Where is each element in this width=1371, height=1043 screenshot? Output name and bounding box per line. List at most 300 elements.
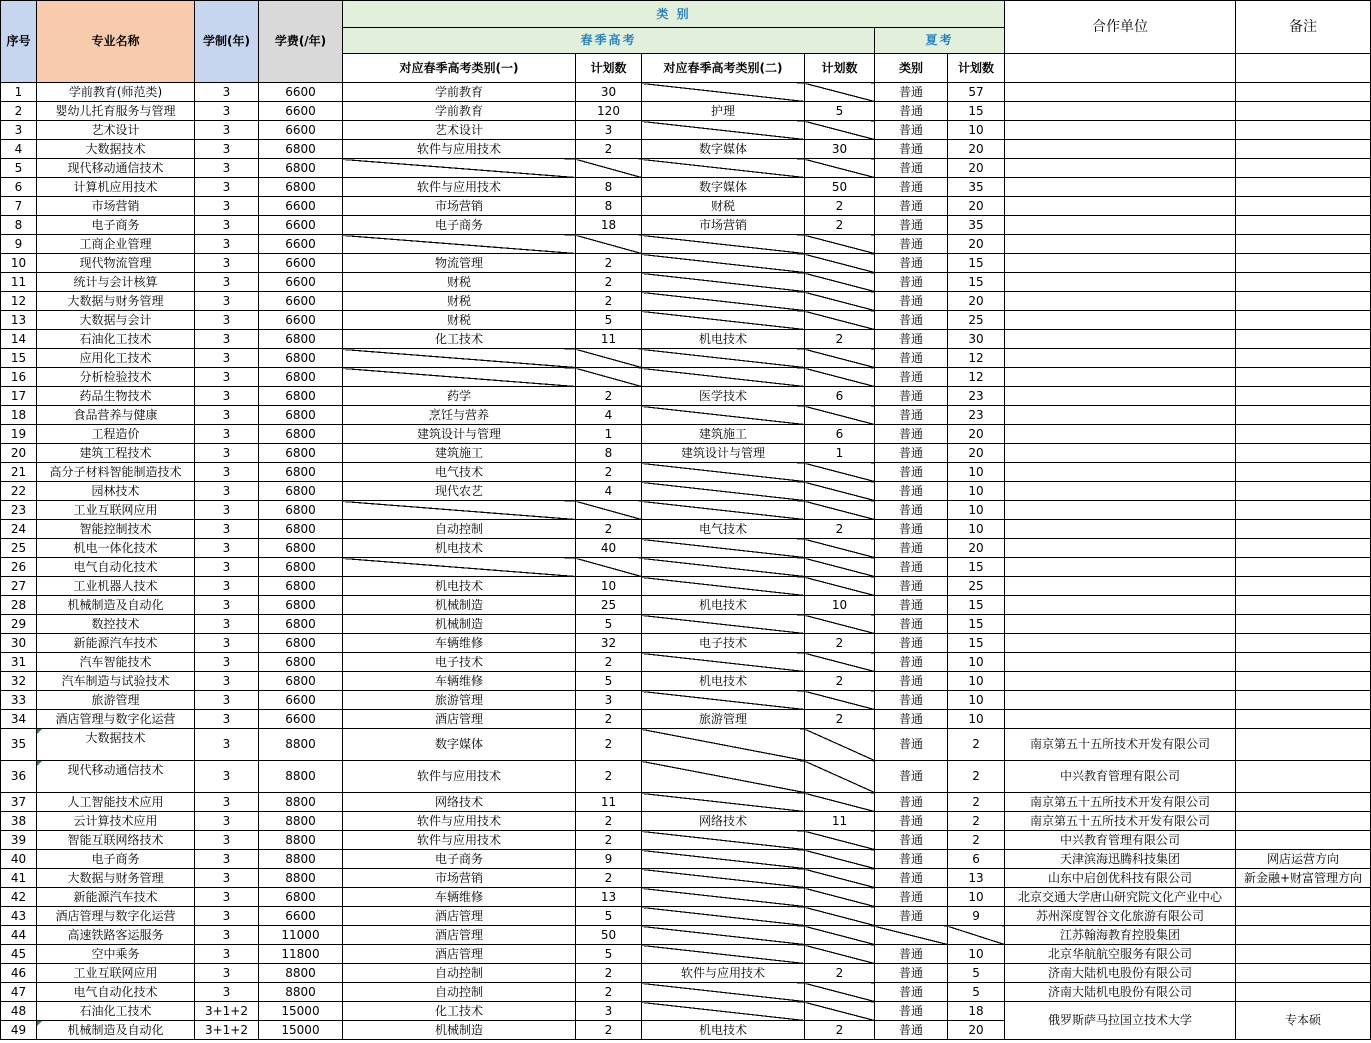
- cell-plan1[interactable]: 2: [576, 983, 642, 1002]
- cell-summer-plan[interactable]: 12: [948, 349, 1005, 368]
- cell-plan2[interactable]: [805, 273, 875, 292]
- cell-plan1[interactable]: 9: [576, 850, 642, 869]
- cell-fee[interactable]: 6600: [259, 691, 343, 710]
- cell-fee[interactable]: 6600: [259, 292, 343, 311]
- cell-summer-plan[interactable]: 10: [948, 482, 1005, 501]
- cell-summer-type[interactable]: 普通: [875, 539, 948, 558]
- cell-plan2[interactable]: 2: [805, 1021, 875, 1040]
- cell-fee[interactable]: 6600: [259, 235, 343, 254]
- cell-spring-type2[interactable]: [642, 463, 805, 482]
- cell-remark[interactable]: [1236, 812, 1371, 831]
- cell-spring-type1[interactable]: 数字媒体: [343, 729, 576, 761]
- cell-spring-type1[interactable]: 艺术设计: [343, 121, 576, 140]
- cell-plan1[interactable]: 2: [576, 520, 642, 539]
- cell-plan1[interactable]: [576, 159, 642, 178]
- cell-spring-type2[interactable]: [642, 888, 805, 907]
- cell-partner[interactable]: 江苏翰海教育控股集团: [1005, 926, 1236, 945]
- cell-fee[interactable]: 11800: [259, 945, 343, 964]
- cell-seq[interactable]: 32: [1, 672, 37, 691]
- cell-partner[interactable]: [1005, 254, 1236, 273]
- cell-summer-type[interactable]: 普通: [875, 520, 948, 539]
- cell-years[interactable]: 3: [195, 945, 259, 964]
- cell-fee[interactable]: 6600: [259, 710, 343, 729]
- cell-partner[interactable]: 北京华航航空服务有限公司: [1005, 945, 1236, 964]
- cell-partner[interactable]: [1005, 501, 1236, 520]
- cell-plan2[interactable]: [805, 482, 875, 501]
- cell-plan2[interactable]: 2: [805, 710, 875, 729]
- cell-partner[interactable]: [1005, 102, 1236, 121]
- cell-plan2[interactable]: [805, 292, 875, 311]
- header-plan2[interactable]: 计划数: [805, 54, 875, 83]
- cell-major[interactable]: 现代物流管理: [37, 254, 195, 273]
- cell-spring-type2[interactable]: [642, 121, 805, 140]
- header-spring-type1[interactable]: 对应春季高考类别(一): [343, 54, 576, 83]
- cell-spring-type1[interactable]: 软件与应用技术: [343, 178, 576, 197]
- cell-spring-type1[interactable]: 学前教育: [343, 102, 576, 121]
- cell-years[interactable]: 3: [195, 273, 259, 292]
- cell-spring-type1[interactable]: [343, 558, 576, 577]
- cell-fee[interactable]: 6600: [259, 83, 343, 102]
- cell-seq[interactable]: 12: [1, 292, 37, 311]
- cell-years[interactable]: 3: [195, 254, 259, 273]
- cell-major[interactable]: 大数据技术: [37, 729, 195, 761]
- cell-fee[interactable]: 6800: [259, 653, 343, 672]
- cell-fee[interactable]: 6600: [259, 197, 343, 216]
- cell-seq[interactable]: 36: [1, 761, 37, 793]
- cell-summer-plan[interactable]: 10: [948, 463, 1005, 482]
- cell-plan1[interactable]: 5: [576, 945, 642, 964]
- cell-plan2[interactable]: 2: [805, 520, 875, 539]
- cell-summer-plan[interactable]: 5: [948, 964, 1005, 983]
- cell-summer-plan[interactable]: 15: [948, 102, 1005, 121]
- cell-remark[interactable]: 网店运营方向: [1236, 850, 1371, 869]
- cell-plan1[interactable]: 32: [576, 634, 642, 653]
- cell-summer-type[interactable]: 普通: [875, 387, 948, 406]
- header-plan1[interactable]: 计划数: [576, 54, 642, 83]
- cell-spring-type2[interactable]: 机电技术: [642, 330, 805, 349]
- cell-spring-type2[interactable]: [642, 729, 805, 761]
- cell-years[interactable]: 3: [195, 292, 259, 311]
- cell-remark[interactable]: [1236, 159, 1371, 178]
- cell-major[interactable]: 大数据技术: [37, 140, 195, 159]
- cell-spring-type1[interactable]: 酒店管理: [343, 945, 576, 964]
- cell-spring-type1[interactable]: 物流管理: [343, 254, 576, 273]
- cell-summer-type[interactable]: 普通: [875, 729, 948, 761]
- cell-spring-type1[interactable]: 酒店管理: [343, 926, 576, 945]
- cell-plan1[interactable]: 8: [576, 444, 642, 463]
- cell-remark[interactable]: [1236, 710, 1371, 729]
- cell-seq[interactable]: 38: [1, 812, 37, 831]
- cell-plan2[interactable]: [805, 850, 875, 869]
- cell-major[interactable]: 机械制造及自动化: [37, 1021, 195, 1040]
- cell-remark[interactable]: [1236, 729, 1371, 761]
- cell-major[interactable]: 计算机应用技术: [37, 178, 195, 197]
- cell-spring-type2[interactable]: [642, 926, 805, 945]
- cell-plan2[interactable]: [805, 463, 875, 482]
- cell-remark[interactable]: [1236, 831, 1371, 850]
- cell-seq[interactable]: 4: [1, 140, 37, 159]
- cell-years[interactable]: 3: [195, 178, 259, 197]
- cell-remark[interactable]: [1236, 964, 1371, 983]
- cell-summer-plan[interactable]: 6: [948, 850, 1005, 869]
- cell-partner[interactable]: [1005, 406, 1236, 425]
- cell-major[interactable]: 应用化工技术: [37, 349, 195, 368]
- cell-years[interactable]: 3: [195, 520, 259, 539]
- cell-remark[interactable]: [1236, 888, 1371, 907]
- cell-partner[interactable]: 中兴教育管理有限公司: [1005, 831, 1236, 850]
- cell-summer-plan[interactable]: 20: [948, 140, 1005, 159]
- cell-spring-type1[interactable]: 市场营销: [343, 197, 576, 216]
- cell-seq[interactable]: 33: [1, 691, 37, 710]
- cell-fee[interactable]: 6800: [259, 596, 343, 615]
- cell-seq[interactable]: 8: [1, 216, 37, 235]
- cell-fee[interactable]: 6600: [259, 907, 343, 926]
- cell-spring-type2[interactable]: [642, 406, 805, 425]
- cell-partner[interactable]: [1005, 425, 1236, 444]
- cell-major[interactable]: 新能源汽车技术: [37, 888, 195, 907]
- cell-partner[interactable]: [1005, 482, 1236, 501]
- cell-summer-type[interactable]: 普通: [875, 945, 948, 964]
- cell-spring-type2[interactable]: [642, 577, 805, 596]
- cell-summer-plan[interactable]: 18: [948, 1002, 1005, 1021]
- cell-years[interactable]: 3: [195, 444, 259, 463]
- header-summer-type[interactable]: 类别: [875, 54, 948, 83]
- cell-years[interactable]: 3: [195, 463, 259, 482]
- cell-remark[interactable]: [1236, 596, 1371, 615]
- cell-plan2[interactable]: [805, 945, 875, 964]
- cell-spring-type1[interactable]: 电子商务: [343, 850, 576, 869]
- cell-fee[interactable]: 6600: [259, 254, 343, 273]
- cell-plan1[interactable]: 25: [576, 596, 642, 615]
- cell-plan1[interactable]: 3: [576, 121, 642, 140]
- cell-fee[interactable]: 6800: [259, 482, 343, 501]
- cell-seq[interactable]: 20: [1, 444, 37, 463]
- cell-remark[interactable]: [1236, 140, 1371, 159]
- cell-fee[interactable]: 15000: [259, 1021, 343, 1040]
- cell-years[interactable]: 3: [195, 888, 259, 907]
- cell-plan1[interactable]: 11: [576, 330, 642, 349]
- cell-years[interactable]: 3: [195, 831, 259, 850]
- cell-partner[interactable]: [1005, 634, 1236, 653]
- cell-summer-plan[interactable]: 10: [948, 691, 1005, 710]
- header-seq[interactable]: 序号: [1, 1, 37, 83]
- cell-plan1[interactable]: 50: [576, 926, 642, 945]
- cell-partner[interactable]: [1005, 235, 1236, 254]
- cell-remark[interactable]: [1236, 501, 1371, 520]
- cell-spring-type2[interactable]: 旅游管理: [642, 710, 805, 729]
- cell-partner[interactable]: [1005, 463, 1236, 482]
- cell-spring-type1[interactable]: 机械制造: [343, 596, 576, 615]
- cell-plan1[interactable]: 1: [576, 425, 642, 444]
- cell-plan2[interactable]: 11: [805, 812, 875, 831]
- cell-remark[interactable]: [1236, 273, 1371, 292]
- header-partner[interactable]: 合作单位: [1005, 1, 1236, 54]
- cell-years[interactable]: 3: [195, 577, 259, 596]
- cell-years[interactable]: 3: [195, 121, 259, 140]
- cell-summer-type[interactable]: 普通: [875, 216, 948, 235]
- cell-summer-plan[interactable]: 15: [948, 634, 1005, 653]
- cell-plan2[interactable]: [805, 831, 875, 850]
- cell-partner[interactable]: [1005, 311, 1236, 330]
- cell-summer-type[interactable]: 普通: [875, 1002, 948, 1021]
- cell-seq[interactable]: 13: [1, 311, 37, 330]
- cell-seq[interactable]: 46: [1, 964, 37, 983]
- cell-partner[interactable]: [1005, 691, 1236, 710]
- cell-summer-plan[interactable]: 10: [948, 520, 1005, 539]
- cell-plan1[interactable]: 8: [576, 178, 642, 197]
- cell-seq[interactable]: 10: [1, 254, 37, 273]
- cell-plan2[interactable]: [805, 254, 875, 273]
- cell-fee[interactable]: 6800: [259, 406, 343, 425]
- cell-major[interactable]: 电气自动化技术: [37, 558, 195, 577]
- cell-seq[interactable]: 11: [1, 273, 37, 292]
- cell-seq[interactable]: 17: [1, 387, 37, 406]
- cell-plan2[interactable]: [805, 793, 875, 812]
- cell-spring-type1[interactable]: 化工技术: [343, 330, 576, 349]
- cell-seq[interactable]: 37: [1, 793, 37, 812]
- cell-years[interactable]: 3: [195, 615, 259, 634]
- cell-remark[interactable]: [1236, 539, 1371, 558]
- cell-summer-plan[interactable]: 9: [948, 907, 1005, 926]
- cell-years[interactable]: 3: [195, 558, 259, 577]
- cell-fee[interactable]: 6800: [259, 520, 343, 539]
- cell-seq[interactable]: 9: [1, 235, 37, 254]
- cell-remark[interactable]: [1236, 577, 1371, 596]
- cell-major[interactable]: 食品营养与健康: [37, 406, 195, 425]
- cell-spring-type1[interactable]: 财税: [343, 311, 576, 330]
- cell-summer-type[interactable]: 普通: [875, 710, 948, 729]
- cell-plan2[interactable]: [805, 159, 875, 178]
- cell-fee[interactable]: 8800: [259, 964, 343, 983]
- cell-years[interactable]: 3: [195, 387, 259, 406]
- cell-years[interactable]: 3: [195, 349, 259, 368]
- cell-remark[interactable]: [1236, 387, 1371, 406]
- cell-remark[interactable]: [1236, 292, 1371, 311]
- cell-spring-type1[interactable]: 财税: [343, 292, 576, 311]
- cell-major[interactable]: 工程造价: [37, 425, 195, 444]
- cell-plan1[interactable]: 18: [576, 216, 642, 235]
- cell-remark[interactable]: [1236, 425, 1371, 444]
- cell-summer-plan[interactable]: 20: [948, 159, 1005, 178]
- cell-spring-type2[interactable]: 市场营销: [642, 216, 805, 235]
- cell-major[interactable]: 工商企业管理: [37, 235, 195, 254]
- cell-major[interactable]: 大数据与财务管理: [37, 869, 195, 888]
- cell-summer-plan[interactable]: 15: [948, 615, 1005, 634]
- cell-summer-plan[interactable]: 13: [948, 869, 1005, 888]
- cell-major[interactable]: 酒店管理与数字化运营: [37, 907, 195, 926]
- cell-seq[interactable]: 1: [1, 83, 37, 102]
- cell-spring-type2[interactable]: [642, 691, 805, 710]
- cell-seq[interactable]: 21: [1, 463, 37, 482]
- cell-summer-plan[interactable]: 2: [948, 793, 1005, 812]
- header-remark-blank[interactable]: [1236, 54, 1371, 83]
- cell-years[interactable]: 3: [195, 869, 259, 888]
- cell-spring-type2[interactable]: [642, 945, 805, 964]
- cell-major[interactable]: 统计与会计核算: [37, 273, 195, 292]
- cell-years[interactable]: 3: [195, 102, 259, 121]
- cell-seq[interactable]: 31: [1, 653, 37, 672]
- cell-spring-type1[interactable]: 软件与应用技术: [343, 831, 576, 850]
- cell-seq[interactable]: 14: [1, 330, 37, 349]
- cell-remark[interactable]: [1236, 945, 1371, 964]
- cell-plan1[interactable]: 2: [576, 869, 642, 888]
- cell-major[interactable]: 工业互联网应用: [37, 964, 195, 983]
- cell-fee[interactable]: 6800: [259, 558, 343, 577]
- cell-major[interactable]: 现代移动通信技术: [37, 159, 195, 178]
- cell-seq[interactable]: 26: [1, 558, 37, 577]
- cell-fee[interactable]: 8800: [259, 793, 343, 812]
- cell-spring-type2[interactable]: [642, 368, 805, 387]
- cell-plan2[interactable]: [805, 1002, 875, 1021]
- cell-years[interactable]: 3: [195, 140, 259, 159]
- cell-fee[interactable]: 6800: [259, 330, 343, 349]
- cell-spring-type1[interactable]: 自动控制: [343, 520, 576, 539]
- cell-plan2[interactable]: 2: [805, 216, 875, 235]
- cell-plan1[interactable]: [576, 235, 642, 254]
- cell-spring-type1[interactable]: [343, 501, 576, 520]
- cell-summer-type[interactable]: 普通: [875, 812, 948, 831]
- header-years[interactable]: 学制(年): [195, 1, 259, 83]
- cell-spring-type2[interactable]: 机电技术: [642, 672, 805, 691]
- cell-partner[interactable]: [1005, 615, 1236, 634]
- cell-spring-type2[interactable]: [642, 159, 805, 178]
- cell-partner[interactable]: [1005, 121, 1236, 140]
- cell-partner[interactable]: 南京第五十五所技术开发有限公司: [1005, 729, 1236, 761]
- cell-plan1[interactable]: 2: [576, 273, 642, 292]
- cell-remark[interactable]: 新金融+财富管理方向: [1236, 869, 1371, 888]
- cell-plan2[interactable]: 2: [805, 634, 875, 653]
- cell-years[interactable]: 3: [195, 672, 259, 691]
- cell-plan2[interactable]: [805, 539, 875, 558]
- cell-years[interactable]: 3: [195, 710, 259, 729]
- cell-years[interactable]: 3+1+2: [195, 1021, 259, 1040]
- cell-seq[interactable]: 34: [1, 710, 37, 729]
- cell-summer-type[interactable]: 普通: [875, 140, 948, 159]
- cell-plan2[interactable]: [805, 888, 875, 907]
- cell-years[interactable]: 3: [195, 368, 259, 387]
- cell-remark[interactable]: [1236, 653, 1371, 672]
- cell-plan1[interactable]: 5: [576, 615, 642, 634]
- cell-remark[interactable]: [1236, 520, 1371, 539]
- cell-spring-type1[interactable]: 市场营销: [343, 869, 576, 888]
- cell-summer-type[interactable]: 普通: [875, 444, 948, 463]
- cell-partner[interactable]: [1005, 672, 1236, 691]
- cell-partner[interactable]: 山东中启创优科技有限公司: [1005, 869, 1236, 888]
- cell-fee[interactable]: 6800: [259, 159, 343, 178]
- cell-summer-plan[interactable]: 25: [948, 311, 1005, 330]
- cell-major[interactable]: 电子商务: [37, 216, 195, 235]
- cell-spring-type2[interactable]: 医学技术: [642, 387, 805, 406]
- cell-plan1[interactable]: 2: [576, 1021, 642, 1040]
- cell-partner[interactable]: [1005, 197, 1236, 216]
- cell-remark[interactable]: [1236, 368, 1371, 387]
- cell-spring-type2[interactable]: [642, 273, 805, 292]
- cell-remark[interactable]: [1236, 482, 1371, 501]
- cell-partner[interactable]: [1005, 520, 1236, 539]
- cell-plan1[interactable]: 2: [576, 387, 642, 406]
- cell-plan1[interactable]: 40: [576, 539, 642, 558]
- cell-spring-type1[interactable]: 电气技术: [343, 463, 576, 482]
- cell-seq[interactable]: 6: [1, 178, 37, 197]
- cell-major[interactable]: 石油化工技术: [37, 330, 195, 349]
- header-remark[interactable]: 备注: [1236, 1, 1371, 54]
- cell-remark[interactable]: [1236, 254, 1371, 273]
- cell-plan2[interactable]: [805, 121, 875, 140]
- cell-years[interactable]: 3: [195, 330, 259, 349]
- cell-spring-type2[interactable]: [642, 869, 805, 888]
- cell-spring-type1[interactable]: 烹饪与营养: [343, 406, 576, 425]
- header-fee[interactable]: 学费(/年): [259, 1, 343, 83]
- cell-years[interactable]: 3: [195, 691, 259, 710]
- cell-remark[interactable]: [1236, 793, 1371, 812]
- cell-years[interactable]: 3: [195, 482, 259, 501]
- cell-plan1[interactable]: 2: [576, 463, 642, 482]
- cell-spring-type2[interactable]: [642, 1002, 805, 1021]
- cell-plan2[interactable]: [805, 311, 875, 330]
- cell-years[interactable]: 3: [195, 850, 259, 869]
- cell-spring-type1[interactable]: [343, 159, 576, 178]
- cell-major[interactable]: 工业互联网应用: [37, 501, 195, 520]
- cell-fee[interactable]: 6800: [259, 501, 343, 520]
- cell-summer-plan[interactable]: 2: [948, 831, 1005, 850]
- cell-summer-type[interactable]: 普通: [875, 558, 948, 577]
- cell-summer-type[interactable]: 普通: [875, 463, 948, 482]
- cell-spring-type1[interactable]: 机械制造: [343, 1021, 576, 1040]
- cell-remark[interactable]: [1236, 634, 1371, 653]
- cell-plan2[interactable]: 2: [805, 197, 875, 216]
- cell-summer-type[interactable]: 普通: [875, 178, 948, 197]
- cell-plan1[interactable]: 8: [576, 197, 642, 216]
- cell-summer-plan[interactable]: 20: [948, 235, 1005, 254]
- cell-remark[interactable]: [1236, 615, 1371, 634]
- cell-partner[interactable]: [1005, 653, 1236, 672]
- cell-seq[interactable]: 25: [1, 539, 37, 558]
- cell-spring-type2[interactable]: 机电技术: [642, 1021, 805, 1040]
- cell-spring-type2[interactable]: 护理: [642, 102, 805, 121]
- cell-summer-plan[interactable]: 20: [948, 292, 1005, 311]
- cell-major[interactable]: 数控技术: [37, 615, 195, 634]
- cell-major[interactable]: 市场营销: [37, 197, 195, 216]
- cell-spring-type1[interactable]: 财税: [343, 273, 576, 292]
- cell-remark[interactable]: [1236, 102, 1371, 121]
- cell-spring-type1[interactable]: 建筑施工: [343, 444, 576, 463]
- cell-seq[interactable]: 44: [1, 926, 37, 945]
- cell-plan1[interactable]: 2: [576, 812, 642, 831]
- cell-spring-type2[interactable]: 数字媒体: [642, 178, 805, 197]
- cell-plan2[interactable]: 30: [805, 140, 875, 159]
- cell-plan1[interactable]: 2: [576, 292, 642, 311]
- cell-plan2[interactable]: [805, 368, 875, 387]
- cell-spring-type1[interactable]: 电子商务: [343, 216, 576, 235]
- cell-years[interactable]: 3: [195, 425, 259, 444]
- cell-plan2[interactable]: [805, 558, 875, 577]
- cell-plan1[interactable]: 10: [576, 577, 642, 596]
- cell-summer-plan[interactable]: 15: [948, 596, 1005, 615]
- cell-spring-type1[interactable]: 软件与应用技术: [343, 812, 576, 831]
- cell-years[interactable]: 3: [195, 907, 259, 926]
- cell-summer-type[interactable]: 普通: [875, 292, 948, 311]
- cell-spring-type2[interactable]: 网络技术: [642, 812, 805, 831]
- cell-major[interactable]: 艺术设计: [37, 121, 195, 140]
- cell-summer-plan[interactable]: 2: [948, 812, 1005, 831]
- cell-major[interactable]: 旅游管理: [37, 691, 195, 710]
- cell-fee[interactable]: 6600: [259, 121, 343, 140]
- cell-summer-type[interactable]: 普通: [875, 121, 948, 140]
- cell-partner[interactable]: [1005, 596, 1236, 615]
- cell-summer-type[interactable]: [875, 926, 948, 945]
- cell-spring-type1[interactable]: 旅游管理: [343, 691, 576, 710]
- cell-major[interactable]: 大数据与财务管理: [37, 292, 195, 311]
